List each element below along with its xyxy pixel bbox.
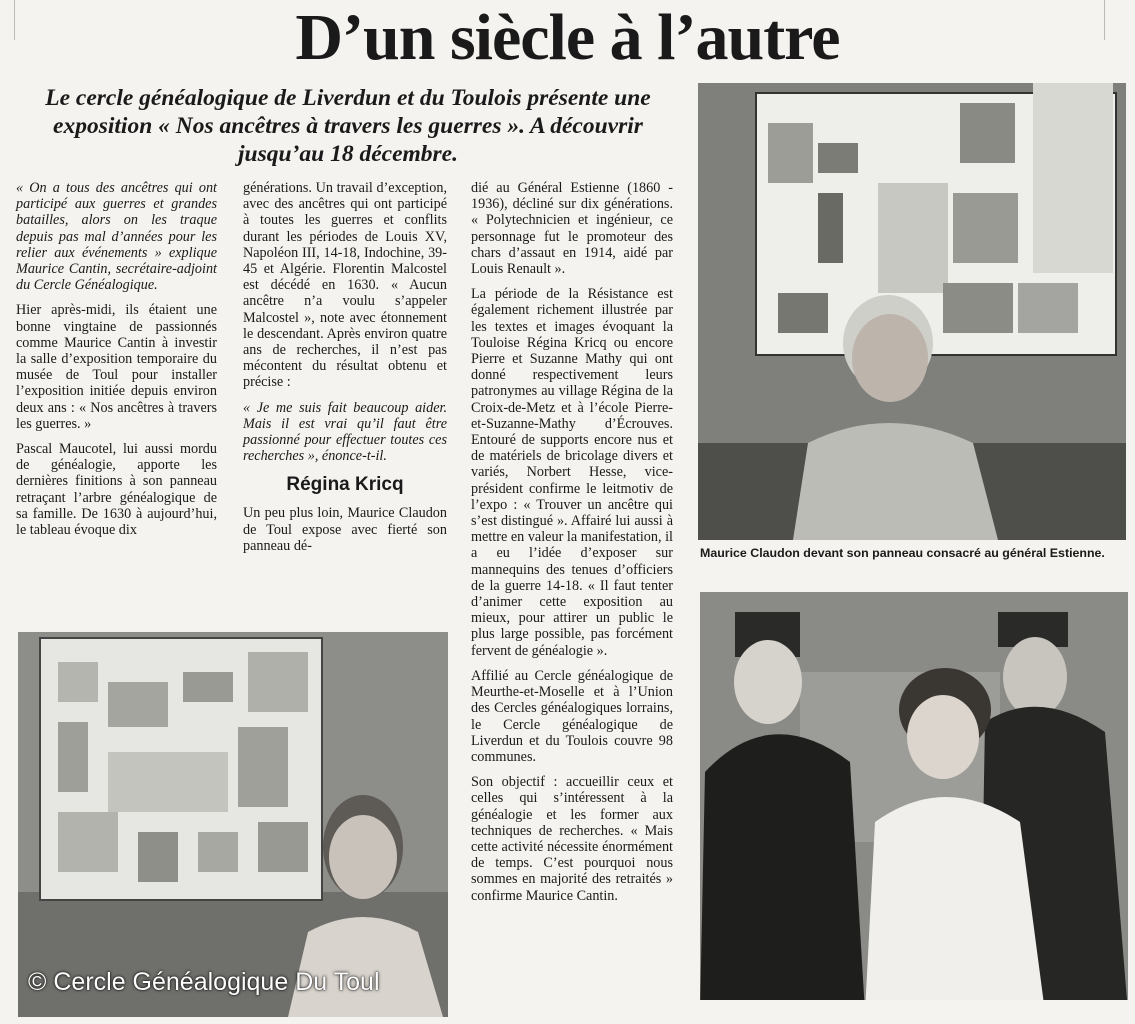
photo-panel-and-man <box>18 632 448 1017</box>
col1-paragraph: « On a tous des ancêtres qui ont participé aux guerres et grandes batailles, alors on les traque depuis pas mal d’années pour les relier aux événements » explique Maurice Cantin, secrétaire-adjoint du Cercle Généalogique. <box>16 180 217 294</box>
col3-paragraph: Affilié au Cercle généalogique de Meurthe-et-Moselle et à l’Union des Cercles généalogiques lorrains, le Cercle généalogique de Liverdun et du Toulois couvre 98 communes. <box>471 667 673 765</box>
col1-paragraph: Pascal Maucotel, lui aussi mordu de généalogie, apporte les dernières finitions à son panneau retraçant l’arbre généalogique de sa famille. De 1630 à aujourd’hui, le tableau évoque dix <box>16 441 217 539</box>
chapeau: Le cercle généalogique de Liverdun et du Toulois présente une exposition « Nos ancêtres à travers les guerres ». A découvrir jusqu’au 18 décembre. <box>45 85 651 167</box>
col2-paragraph: Un peu plus loin, Maurice Claudon de Toul expose avec fierté son panneau dé- <box>243 505 447 554</box>
col2-paragraph: « Je me suis fait beaucoup aider. Mais il est vrai qu’il faut être passionné pour effectuer toutes ces recherches », énonce-t-il. <box>243 399 447 465</box>
col3-paragraph: La période de la Résistance est également richement illustrée par les textes et images évoquant la Touloise Régina Kricq ou encore Pierre et Suzanne Mathy qui ont donné respectivement leurs patronymes au village Régina de la Croix-de-Metz et à l’école Pierre-et-Suzanne-Mathy d’Écrouves. Entouré de supports encore nus et de matériels de bricolage divers et variés, Norbert Hesse, vice-président confirme le leitmotiv de l’expo : « Trouver un ancêtre qui s’est distingué ». Affairé lui aussi à mettre en valeur la manifestation, il a eu l’idée d’exposer sur mannequins des tenues d’officiers de la guerre 14-18. « Il faut tenter d’animer cette exposition au mieux, pour attirer un public le plus large possible, pas forcément fervent de généalogie ». <box>471 286 673 659</box>
photo-panel-and-man-claudon <box>698 83 1126 540</box>
column-3 <box>471 180 673 913</box>
col1-paragraph: Hier après-midi, ils étaient une bonne vingtaine de passionnés comme Maurice Cantin à investir la salle d’exposition temporaire du musée de Toul pour installer l’exposition initiée depuis environ deux ans : « Nos ancêtres à travers les guerres. » <box>16 302 217 432</box>
photo-maurice-claudon <box>698 83 1126 540</box>
photo-pascal-maucotel <box>18 632 448 1017</box>
subhead-regina-kricq: Régina Kricq <box>286 474 404 496</box>
copyright-watermark: © Cercle Généalogique Du Toul <box>28 968 380 996</box>
headline: D’un siècle à l’autre <box>295 1 840 74</box>
photo-regina-kricq-display <box>700 592 1128 1012</box>
col3-paragraph: Son objectif : accueillir ceux et celles qui s’intéressent à la généalogie et les former aux techniques de recherches. « Mais cette activité nécessite énormément de temps. C’est pourquoi nous sommes en majorité des retraités » confirme Maurice Cantin. <box>471 774 673 904</box>
photo-mannequins-and-woman <box>700 592 1128 1012</box>
column-1 <box>16 180 217 547</box>
column-2 <box>243 180 447 563</box>
col3-paragraph: dié au Général Estienne (1860 - 1936), décliné sur dix générations. « Polytechnicien et ingénieur, ce personnage fut le promoteur des chars d’assaut en 1914, aidé par Louis Renault ». <box>471 180 673 278</box>
col2-paragraph: générations. Un travail d’exception, avec des ancêtres qui ont participé à toutes les guerres et conflits durant les périodes de Louis XV, Napoléon III, 14-18, Indochine, 39-45 et Algérie. Florentin Malcostel est décédé en 1630. « Aucun ancêtre n’a voulu s’appeler Malcostel », note avec étonnement le descendant. Après environ quatre ans de recherches, il n’est pas mécontent du résultat obtenu et précise : <box>243 180 447 391</box>
caption-photo-top-right: Maurice Claudon devant son panneau consacré au général Estienne. <box>700 546 1105 560</box>
